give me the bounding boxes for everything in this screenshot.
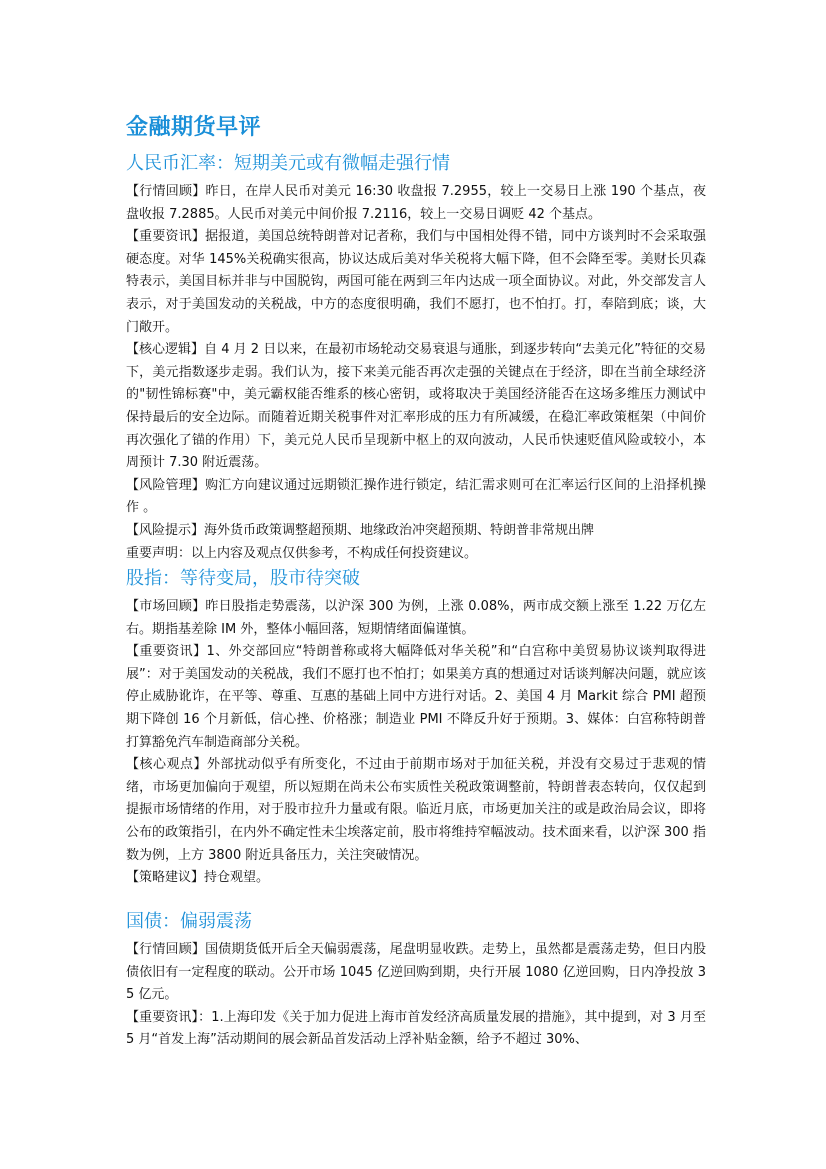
- paragraph-text: 国债期货低开后全天偏弱震荡，尾盘明显收跌。走势上，虽然都是震荡走势，但日内股债依旧有一定程度的联动。公开市场 1045 亿逆回购到期，央行开展 1080 亿逆回购，日内净投放 35 亿元。: [126, 942, 706, 1003]
- section-rmb-exchange-rate: [126, 147, 706, 565]
- paragraph-label: 【核心观点】: [126, 757, 207, 773]
- paragraph-label: 【重要资讯】: [126, 644, 207, 660]
- paragraph-label: 【风险提示】: [126, 522, 205, 538]
- paragraph-text: 1、外交部回应“特朗普称或将大幅降低对华关税”和“白宫称中美贸易协议谈判取得进展”：对于美国发动的关税战，我们不愿打也不怕打；如果美方真的想通过对话谈判解决问题，就应该停止威胁讹诈，在平等、尊重、互惠的基础上同中方进行对话。2、美国 4 月 Markit 综合 PMI 超预期下降创 16 个月新低，信心挫、价格涨；制造业 PMI 不降反升好于预期。3、媒体：白宫称特朗普打算豁免汽车制造商部分关税。: [126, 644, 706, 750]
- paragraph-text: 据报道，美国总统特朗普对记者称，我们与中国相处得不错，同中方谈判时不会采取强硬态度。对华 145%关税确实很高，协议达成后美对华关税将大幅下降，但不会降至零。美财长贝森特表示，美国目标并非与中国脱钩，两国可能在两到三年内达成一项全面协议。对此，外交部发言人表示，对于美国发动的关税战，中方的态度很明确，我们不愿打，也不怕打。打，奉陪到底；谈，大门敞开。: [126, 229, 706, 335]
- paragraph-text: 购汇方向建议通过远期锁汇操作进行锁定，结汇需求则可在汇率运行区间的上沿择机操作 。: [126, 477, 706, 516]
- paragraph: [126, 475, 706, 520]
- paragraph-text: ：1.上海印发《关于加力促进上海市首发经济高质量发展的措施》，其中提到，对 3 月至 5 月“首发上海”活动期间的展会新品首发活动上浮补贴金额，给予不超过 30%、: [126, 1009, 706, 1048]
- paragraph: [126, 520, 706, 543]
- paragraph-label: 【行情回顾】: [126, 184, 206, 199]
- paragraph: [126, 939, 706, 1007]
- section-stock-index: [126, 562, 706, 890]
- paragraph-text: 外部扰动似乎有所变化，不过由于前期市场对于加征关税，并没有交易过于悲观的情绪，市场更加偏向于观望，所以短期在尚未公布实质性关税政策调整前，特朗普表态转向，仅仅起到提振市场情绪的作用，对于股市拉升力量或有限。临近月底，市场更加关注的或是政治局会议，即将公布的政策指引，在内外不确定性未尘埃落定前，股市将维持窄幅波动。技术面来看，以沪深 300 指数为例，上方 3800 附近具备压力，关注突破情况。: [126, 757, 706, 863]
- paragraph: [126, 226, 706, 339]
- paragraph: [126, 754, 706, 867]
- paragraph-label: 【风险管理】: [126, 477, 206, 493]
- paragraph-text: 昨日股指走势震荡，以沪深 300 为例，上涨 0.08%，两市成交额上涨至 1.22 万亿左右。期指基差除 IM 外，整体小幅回落，短期情绪面偏谨慎。: [126, 599, 706, 637]
- section-heading: 股指：等待变局，股市待突破: [126, 568, 360, 589]
- paragraph: [126, 641, 706, 754]
- paragraph: [126, 339, 706, 475]
- paragraph-text: 重要声明：以上内容及观点仅供参考，不构成任何投资建议。: [126, 545, 478, 561]
- section-treasury-bonds: [126, 905, 706, 1052]
- paragraph-text: 海外货币政策调整超预期、地缘政治冲突超预期、特朗普非常规出牌: [204, 522, 595, 538]
- paragraph: [126, 1007, 706, 1052]
- paragraph-label: 【策略建议】: [126, 870, 205, 886]
- paragraph: [126, 867, 706, 890]
- paragraph: [126, 181, 706, 226]
- paragraph-text: 持仓观望。: [204, 870, 270, 886]
- paragraph-label: 【核心逻辑】: [126, 342, 205, 358]
- section-heading: 人民币汇率：短期美元或有微幅走强行情: [126, 153, 450, 174]
- section-heading: 国债：偏弱震荡: [126, 911, 252, 932]
- paragraph-label: 【重要资讯】: [126, 229, 206, 245]
- paragraph-text: 自 4 月 2 日以来，在最初市场轮动交易衰退与通胀，到逐步转向“去美元化”特征的交易下，美元指数逐步走弱。我们认为，接下来美元能否再次走强的关键点在于经济，即在当前全球经济的"韧性锦标赛"中，美元霸权能否维系的核心密钥，或将取决于美国经济能否在这场多维压力测试中保持最后的安全边际。而随着近期关税事件对汇率形成的压力有所减缓，在稳汇率政策框架（中间价再次强化了锚的作用）下，美元兑人民币呈现新中枢上的双向波动，人民币快速贬值风险或较小，本周预计 7.30 附近震荡。: [126, 342, 706, 471]
- paragraph: [126, 596, 706, 641]
- paragraph-label: 【重要资讯】: [126, 1009, 199, 1025]
- paragraph-text: 昨日，在岸人民币对美元 16:30 收盘报 7.2955，较上一交易日上涨 190 个基点，夜盘收报 7.2885。人民币对美元中间价报 7.2116，较上一交易日调贬 42 个基点。: [126, 184, 706, 222]
- paragraph-label: 【行情回顾】: [126, 942, 206, 957]
- paragraph-label: 【市场回顾】: [126, 599, 206, 614]
- page-title: 金融期货早评: [126, 115, 262, 140]
